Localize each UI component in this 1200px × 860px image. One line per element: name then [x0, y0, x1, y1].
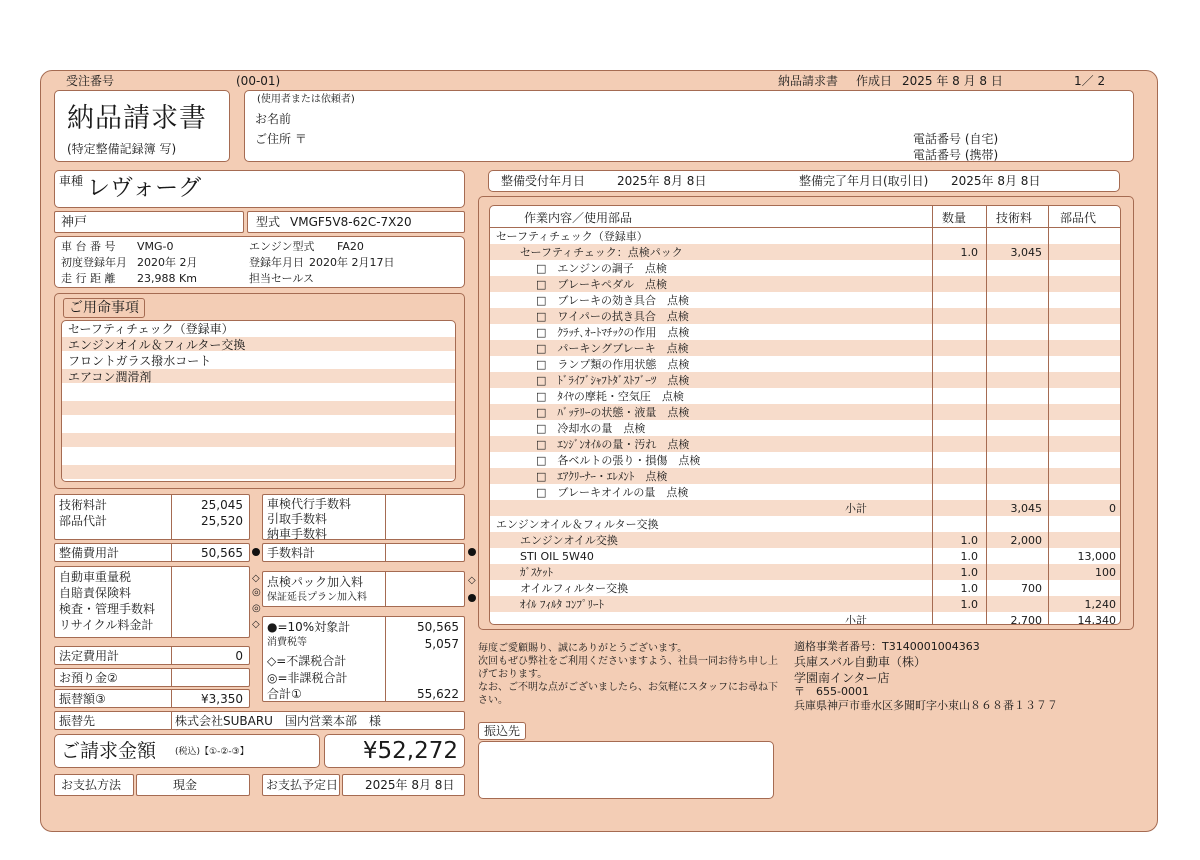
- fees-box: [262, 494, 465, 540]
- work-item: エンジンオイル交換: [520, 534, 618, 547]
- completed-label: 整備完了年月日(取引日): [799, 174, 929, 188]
- dot-marker: [468, 548, 476, 556]
- work-tech-fee: 2,700: [1010, 614, 1042, 625]
- mileage: 23,988 Km: [137, 272, 197, 285]
- exempt-label: ◎=非課税合計: [267, 671, 348, 685]
- tech-total: 25,045: [201, 498, 243, 512]
- message-line: さい。: [478, 695, 508, 706]
- dealer-postal: 〒 655-0001: [794, 685, 869, 698]
- pay-method-label-box: [54, 774, 134, 796]
- completed-date: 2025年 8月 8日: [951, 174, 1041, 188]
- title-box: [54, 90, 230, 162]
- tax-summary-box: [262, 616, 465, 702]
- work-tech-fee: 700: [1021, 582, 1042, 595]
- request-item: フロントガラス撥水コート: [68, 354, 212, 368]
- delivery-fee-label: 納車手数料: [267, 527, 328, 541]
- table-row: [490, 516, 1120, 532]
- transfer-amount: ¥3,350: [201, 692, 243, 706]
- table-row: [490, 388, 1120, 404]
- work-item: □ ﾊﾞｯﾃﾘｰの状態・液量 点検: [536, 406, 690, 419]
- work-item: 小計: [845, 502, 867, 515]
- dealer-branch: 学園南インター店: [794, 671, 890, 685]
- taxable-label: ●=10%対象計: [267, 620, 351, 634]
- service-total-box: [54, 543, 250, 562]
- legal-total: 0: [235, 649, 243, 663]
- table-row: [490, 292, 1120, 308]
- request-item: エンジンオイル＆フィルター交換: [68, 338, 246, 352]
- table-row: [490, 420, 1120, 436]
- work-qty: 1.0: [960, 534, 978, 547]
- vehicle-detail-box: [54, 236, 465, 288]
- model-box: [247, 211, 465, 233]
- pickup-fee-label: 引取手数料: [267, 512, 328, 526]
- name-label: お名前: [255, 112, 292, 126]
- dealer-address: 兵庫県神戸市垂水区多聞町字小束山８６８番１３７７: [794, 699, 1058, 712]
- first-registration-label: 初度登録年月: [61, 256, 127, 269]
- pack-box: [262, 571, 465, 607]
- thank-you-message: [478, 642, 778, 707]
- work-qty: 1.0: [960, 246, 978, 259]
- legal-total-box: [54, 646, 250, 665]
- table-row: [490, 356, 1120, 372]
- requests-panel: [54, 293, 465, 489]
- transfer-to-box: [54, 711, 465, 730]
- pay-method-label: お支払方法: [61, 778, 122, 792]
- document-subtitle: (特定整備記録簿 写): [67, 142, 177, 156]
- work-item: □ エンジンの調子 点検: [536, 262, 667, 275]
- work-header-tech: 技術料: [996, 211, 1033, 225]
- bank-label: 振込先: [478, 722, 526, 740]
- fee-total-label: 手数料計: [267, 546, 316, 560]
- region-box: [54, 211, 244, 233]
- work-item: □ ｸﾗｯﾁ､ｵｰﾄﾏﾁｯｸの作用 点検: [536, 326, 690, 339]
- taxable-total: 50,565: [417, 620, 459, 634]
- tax-amount: 5,057: [424, 637, 459, 651]
- invoice-amount: ¥52,272: [362, 738, 458, 764]
- work-item: STI OIL 5W40: [520, 550, 594, 563]
- work-item: セーフティチェック：点検パック: [520, 246, 683, 259]
- work-item: □ ブレーキの効き具合 点検: [536, 294, 689, 307]
- work-item: オイルフィルター交換: [520, 582, 629, 595]
- dealer-reg-no: 適格事業者番号：T3140001004363: [794, 640, 980, 653]
- table-row: [490, 484, 1120, 500]
- page-number: 1／ 2: [1074, 74, 1106, 88]
- invoice-label-box: [54, 734, 320, 768]
- work-qty: 1.0: [960, 582, 978, 595]
- work-parts-fee: 0: [1109, 502, 1116, 515]
- table-row: [490, 244, 1120, 260]
- work-item: □ ブレーキオイルの量 点検: [536, 486, 689, 499]
- parts-total-label: 部品代計: [59, 514, 108, 528]
- work-parts-fee: 13,000: [1077, 550, 1116, 563]
- table-row: [490, 580, 1120, 596]
- work-qty: 1.0: [960, 566, 978, 579]
- table-row: [490, 228, 1120, 244]
- service-total: 50,565: [201, 546, 243, 560]
- diamond-marker: ◇: [252, 573, 260, 584]
- chassis: VMG-0: [137, 240, 174, 253]
- phone-mobile-label: 電話番号 (携帯): [913, 148, 999, 162]
- message-line: なお、ご不明な点がございましたら、お気軽にスタッフにお尋ね下: [478, 682, 778, 693]
- received-label: 整備受付年月日: [501, 174, 586, 188]
- table-row: [490, 260, 1120, 276]
- deposit-label: お預り金②: [59, 671, 118, 685]
- invoice-label: ご請求金額: [61, 740, 157, 762]
- work-item: エンジンオイル＆フィルター交換: [496, 518, 659, 531]
- registration-date-label: 登録年月日: [249, 256, 304, 269]
- recycle-label: リサイクル料金計: [59, 618, 154, 632]
- order-no: (00-01): [236, 74, 281, 88]
- table-row: [490, 500, 1120, 516]
- work-item: 小計: [845, 614, 867, 625]
- weight-tax-label: 自動車重量税: [59, 570, 132, 584]
- table-row: [490, 372, 1120, 388]
- model-label: 型式: [256, 215, 281, 229]
- diamond-marker: ◇: [468, 575, 476, 586]
- customer-section-label: (使用者または依頼者): [257, 94, 355, 105]
- vehicle-type-box: [54, 170, 465, 208]
- table-row: [490, 452, 1120, 468]
- dot-marker: [252, 548, 260, 556]
- model: VMGF5V8-62C-7X20: [290, 215, 412, 229]
- table-row: [490, 276, 1120, 292]
- work-item: □ 各ベルトの張り・損傷 点検: [536, 454, 701, 467]
- engine: FA20: [337, 240, 364, 253]
- work-parts-fee: 100: [1095, 566, 1116, 579]
- vehicle-type: レヴォーグ: [87, 175, 202, 201]
- engine-label: エンジン型式: [249, 240, 315, 253]
- work-table: [489, 205, 1121, 625]
- work-item: □ パーキングブレーキ 点検: [536, 342, 689, 355]
- transfer-to-label: 振替先: [59, 714, 96, 728]
- vehicle-type-label: 車種: [59, 174, 84, 188]
- insurance-label: 自賠責保険料: [59, 586, 132, 600]
- transfer-to: 株式会社SUBARU 国内営業本部 様: [175, 714, 381, 728]
- work-qty: 1.0: [960, 598, 978, 611]
- service-dates-bar: [488, 170, 1120, 192]
- received-date: 2025年 8月 8日: [617, 174, 707, 188]
- table-row: [490, 596, 1120, 612]
- table-row: [490, 548, 1120, 564]
- work-item: □ ｴﾝｼﾞﾝｵｲﾙの量・汚れ 点検: [536, 438, 690, 451]
- nontaxable-label: ◇=不課税合計: [267, 654, 347, 668]
- work-item: □ 冷却水の量 点検: [536, 422, 646, 435]
- work-tech-fee: 3,045: [1010, 502, 1042, 515]
- work-tech-fee: 3,045: [1010, 246, 1042, 259]
- legal-total-label: 法定費用計: [59, 649, 120, 663]
- pay-method-box: [136, 774, 250, 796]
- diamond-marker: ◇: [252, 619, 260, 630]
- customer-box: [244, 90, 1134, 162]
- work-header-parts: 部品代: [1060, 211, 1097, 225]
- work-header-item: 作業内容／使用部品: [524, 211, 633, 225]
- request-item: エアコン潤滑剤: [68, 370, 152, 384]
- work-tech-fee: 2,000: [1010, 534, 1042, 547]
- document-title: 納品請求書: [67, 103, 207, 134]
- warranty-label: 保証延長プラン加入料: [267, 592, 367, 603]
- pay-date-box: [342, 774, 465, 796]
- dealer-name: 兵庫スバル自動車（株）: [794, 655, 927, 669]
- work-item: ｶﾞｽｹｯﾄ: [520, 566, 553, 579]
- table-row: [490, 324, 1120, 340]
- work-qty: 1.0: [960, 550, 978, 563]
- work-item: □ ｴｱｸﾘｰﾅｰ・ｴﾚﾒﾝﾄ 点検: [536, 470, 668, 483]
- work-item: セーフティチェック（登録車）: [496, 230, 648, 243]
- request-item: セーフティチェック（登録車）: [68, 322, 234, 336]
- transfer-label: 振替額③: [59, 692, 106, 706]
- table-row: [490, 532, 1120, 548]
- tech-total-label: 技術料計: [59, 498, 108, 512]
- dot-marker: [468, 594, 476, 602]
- created-label: 作成日: [856, 74, 893, 88]
- table-row: [490, 308, 1120, 324]
- table-row: [490, 404, 1120, 420]
- legal-fees-box: [54, 566, 250, 638]
- registration-date: 2020年 2月17日: [309, 256, 395, 269]
- phone-home-label: 電話番号 (自宅): [913, 132, 999, 146]
- parts-total: 25,520: [201, 514, 243, 528]
- pay-method: 現金: [173, 778, 198, 792]
- requests-label: ご用命事項: [63, 298, 145, 318]
- work-parts-fee: 14,340: [1077, 614, 1116, 625]
- sum-label: 合計①: [267, 687, 302, 701]
- work-item: □ ランプ類の作用状態 点検: [536, 358, 690, 371]
- tax-label: 消費税等: [267, 637, 307, 648]
- tech-parts-box: [54, 494, 250, 540]
- work-header-qty: 数量: [942, 211, 967, 225]
- message-line: げております。: [478, 669, 548, 680]
- region: 神戸: [61, 215, 88, 230]
- created-date: 2025 年 8 月 8 日: [902, 74, 1003, 88]
- mileage-label: 走 行 距 離: [61, 272, 116, 285]
- invoice-amount-box: [324, 734, 465, 768]
- work-parts-fee: 1,240: [1084, 598, 1116, 611]
- service-total-label: 整備費用計: [59, 546, 120, 560]
- shaken-fee-label: 車検代行手数料: [267, 497, 352, 511]
- first-registration: 2020年 2月: [137, 256, 198, 269]
- table-row: [490, 564, 1120, 580]
- work-panel: [478, 196, 1134, 630]
- work-item: □ ワイパーの拭き具合 点検: [536, 310, 689, 323]
- pack-label: 点検パック加入料: [267, 575, 364, 589]
- sum-total: 55,622: [417, 687, 459, 701]
- order-no-label: 受注番号: [66, 74, 115, 88]
- requests-list: [61, 320, 456, 482]
- pay-date-label: お支払予定日: [266, 778, 339, 792]
- doc-kind: 納品請求書: [778, 74, 839, 88]
- transfer-box: [54, 689, 250, 708]
- table-row: [490, 612, 1120, 625]
- pay-date-label-box: [262, 774, 340, 796]
- staff-label: 担当セールス: [249, 272, 315, 285]
- double-circle-marker: ◎: [252, 603, 261, 614]
- address-label: ご住所 〒: [255, 132, 307, 146]
- work-item: □ ﾀｲﾔの摩耗・空気圧 点検: [536, 390, 684, 403]
- table-row: [490, 340, 1120, 356]
- bank-box: [478, 741, 774, 799]
- message-line: 次回もぜひ弊社をご利用くださいますよう、社員一同お待ち申し上: [478, 656, 778, 667]
- table-row: [490, 468, 1120, 484]
- message-line: 毎度ご愛顧賜り、誠にありがとうございます。: [478, 643, 688, 654]
- double-circle-marker: ◎: [252, 587, 261, 598]
- inspection-fee-label: 検査・管理手数料: [59, 602, 156, 616]
- invoice-note: (税込)【①-②-③】: [175, 747, 249, 757]
- work-item: □ ブレーキペダル 点検: [536, 278, 667, 291]
- work-item: □ ﾄﾞﾗｲﾌﾞｼｬﾌﾄﾀﾞｽﾄﾌﾞｰﾂ 点検: [536, 374, 690, 387]
- chassis-label: 車 台 番 号: [61, 240, 116, 253]
- pay-date: 2025年 8月 8日: [365, 778, 455, 792]
- deposit-box: [54, 668, 250, 687]
- fee-total-box: [262, 543, 465, 562]
- work-item: ｵｲﾙ ﾌｨﾙﾀ ｺﾝﾌﾟﾘｰﾄ: [520, 598, 604, 611]
- table-row: [490, 436, 1120, 452]
